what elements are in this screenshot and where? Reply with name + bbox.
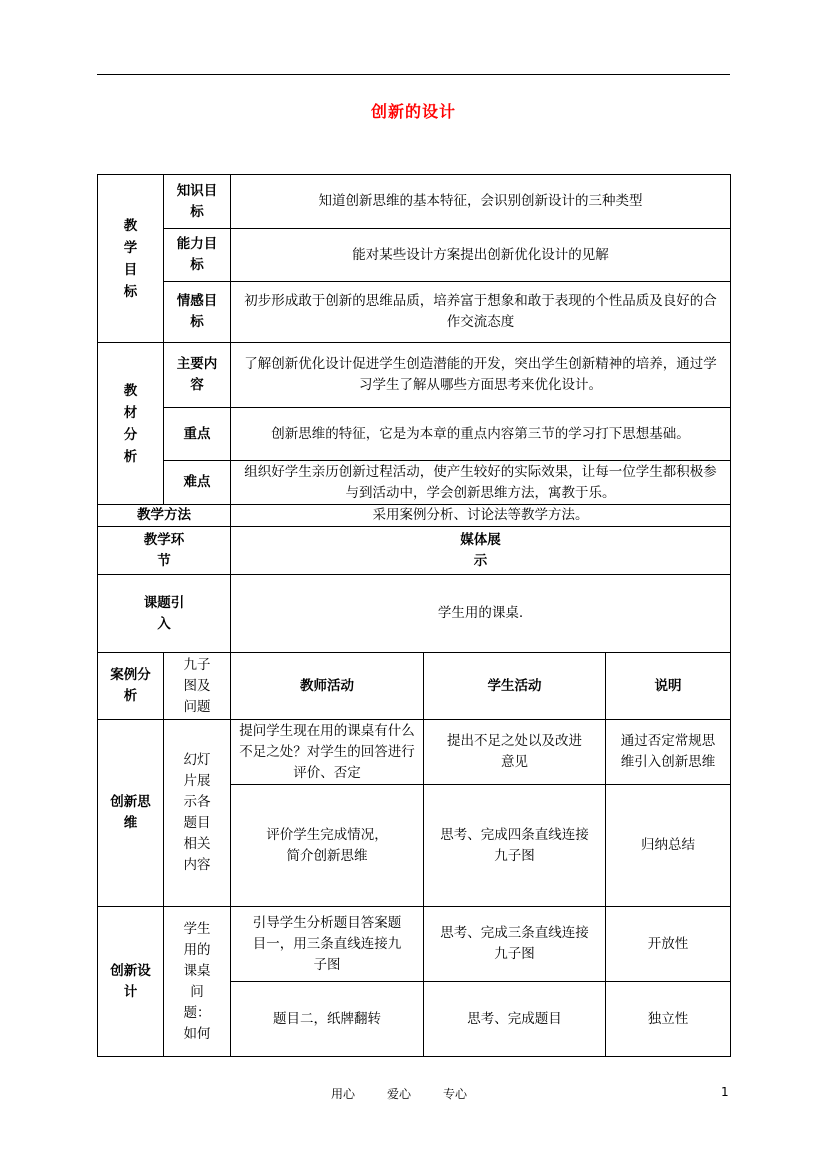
objective-label: 情感目标 [164,282,231,343]
teacher-activity: 提问学生现在用的课桌有什么不足之处？对学生的回答进行评价、否定 [231,720,424,785]
material-label: 重点 [164,408,231,461]
material-text: 组织好学生亲历创新过程活动，使产生较好的实际效果，让每一位学生都积极参与到活动中，学会创新思维方法，寓教于乐。 [231,461,731,505]
student-activity: 提出不足之处以及改进意见 [424,720,606,785]
objective-label: 知识目标 [164,175,231,229]
objectives-group-label: 教学目标 [98,175,164,343]
objective-row [98,175,731,229]
header-rule [97,74,730,75]
footer-item: 用心 [331,1087,356,1101]
objective-label: 能力目标 [164,229,231,282]
teacher-activity: 引导学生分析题目答案题目一，用三条直线连接九子图 [231,907,424,982]
page-number: 1 [721,1085,729,1099]
intro-text: 学生用的课桌. [231,575,731,653]
student-activity: 思考、完成题目 [424,982,606,1057]
student-activity: 思考、完成三条直线连接九子图 [424,907,606,982]
method-label: 教学方法 [98,505,231,527]
objective-row [98,282,731,343]
thinking-media: 幻灯片展示各题目相关内容 [164,720,231,907]
method-text: 采用案例分析、讨论法等教学方法。 [231,505,731,527]
material-row [98,343,731,408]
teacher-activity: 评价学生完成情况，简介创新思维 [231,785,424,907]
footer-item: 专心 [443,1087,468,1101]
teacher-activity-header: 教师活动 [231,653,424,720]
student-activity-header: 学生活动 [424,653,606,720]
activity-note: 通过否定常规思维引入创新思维 [606,720,731,785]
case-media: 九子图及问题 [164,653,231,720]
activity-row [98,720,731,785]
note-header: 说明 [606,653,731,720]
objective-text: 知道创新思维的基本特征，会识别创新设计的三种类型 [231,175,731,229]
stage-header-row [98,527,731,575]
design-label: 创新设计 [98,907,164,1057]
lesson-plan-table [97,174,731,1057]
activity-note: 归纳总结 [606,785,731,907]
objective-text: 能对某些设计方案提出创新优化设计的见解 [231,229,731,282]
material-label: 主要内容 [164,343,231,408]
footer-item: 爱心 [387,1087,412,1101]
media-label: 媒体展示 [231,527,731,575]
material-text: 了解创新优化设计促进学生创造潜能的开发，突出学生创新精神的培养，通过学习学生了解从哪些方面思考来优化设计。 [231,343,731,408]
objective-row [98,229,731,282]
page-title: 创新的设计 [370,102,456,121]
intro-label: 课题引入 [98,575,231,653]
student-activity: 思考、完成四条直线连接九子图 [424,785,606,907]
design-media: 学生用的课桌问题：如何 [164,907,231,1057]
thinking-label: 创新思维 [98,720,164,907]
material-group-label: 教材分析 [98,343,164,505]
material-row [98,408,731,461]
method-row [98,505,731,527]
teacher-activity: 题目二，纸牌翻转 [231,982,424,1057]
activity-note: 开放性 [606,907,731,982]
activity-note: 独立性 [606,982,731,1057]
objective-text: 初步形成敢于创新的思维品质，培养富于想象和敢于表现的个性品质及良好的合作交流态度 [231,282,731,343]
material-text: 创新思维的特征，它是为本章的重点内容第三节的学习打下思想基础。 [231,408,731,461]
material-row [98,461,731,505]
activity-row [98,907,731,982]
case-header-row [98,653,731,720]
case-label: 案例分析 [98,653,164,720]
stage-label: 教学环节 [98,527,231,575]
material-label: 难点 [164,461,231,505]
intro-row [98,575,731,653]
